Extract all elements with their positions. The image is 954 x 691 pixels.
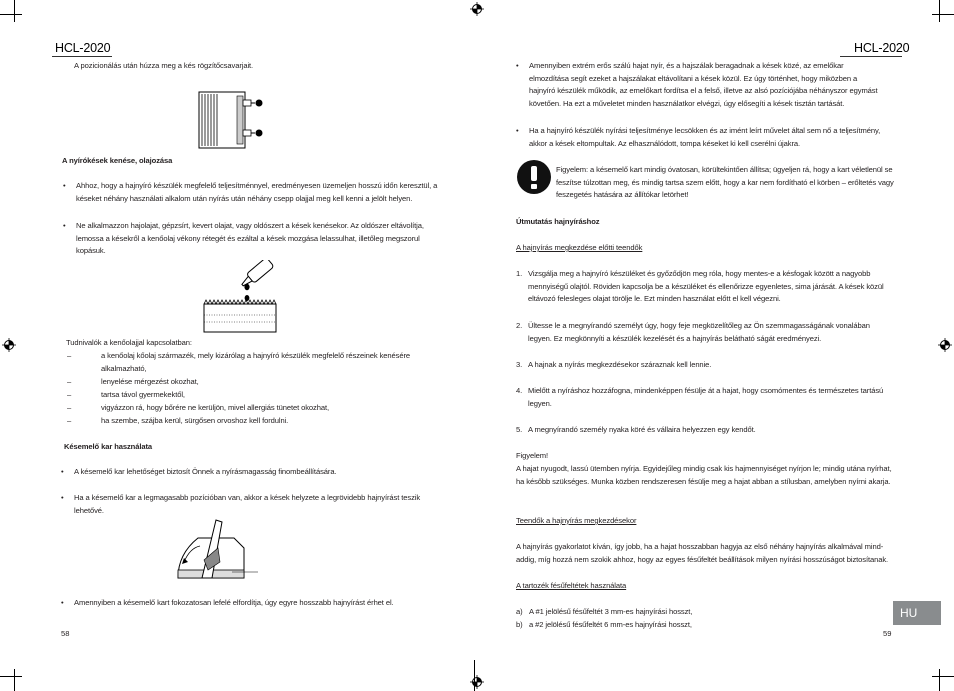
section-title-lubrication: A nyírókések kenése, olajozása [62, 156, 173, 165]
lubrication-bullet: • Ne alkalmazzon hajolajat, gépzsírt, kevert olajat, vagy oldószert a kések kenésekor. Az oldószer eltávolítja, lemossa a késekről a kenőolaj vékony rétegét és ezáltal a kések mozgása lelassulhat, illetőleg megszorul kopásuk. [76, 220, 436, 258]
lever-bullet: • A késemelő kar lehetőséget biztosít Önnek a nyírásmagasság finombeállítására. [74, 466, 444, 479]
crop-mark [932, 676, 954, 677]
blade-screw-figure [197, 90, 269, 150]
warning-text: Figyelem: a késemelő kart mindig óvatosan, körültekintően állítsa; ügyeljen rá, hogy a kart véletlenül se feszítse túlzottan meg, és mindig tartsa szem előtt, hogy a kar nem fordítható el körben – erőltetés vagy feszegetés hatására az állítókar letörhet! [556, 165, 894, 200]
oil-note-item [67, 402, 421, 415]
lubrication-bullet: • Ahhoz, hogy a hajnyíró készülék megfelelő teljesítménnyel, eredményesen üzemeljen hosszú időn keresztül, a késeket néhány használati alkalom után nyírás után néhány csepp olajjal meg kell kenni a jelölt helyen. [76, 180, 444, 205]
page-number: 59 [883, 629, 892, 638]
step-item [516, 424, 886, 437]
subsection-title-before: A hajnyírás megkezdése előtti teendők [516, 243, 643, 252]
oil-note-item [67, 376, 421, 389]
oil-note-item [67, 389, 421, 402]
step-item [516, 320, 886, 345]
step-item [516, 359, 886, 372]
intro-text: A pozicionálás után húzza meg a kés rögzítőcsavarjait. [74, 61, 254, 70]
lever-bullet: • Ha a késemelő kar a legmagasabb pozícióban van, akkor a kések helyzete a legrövidebb hajnyírást teszik lehetővé. [74, 492, 430, 517]
page-number: 58 [61, 629, 70, 638]
oil-bottle-figure [200, 260, 280, 334]
dash-marker: – [67, 351, 72, 360]
dash-marker: – [67, 390, 72, 399]
step-text: Vizsgálja meg a hajnyíró készüléket és győződjön meg róla, hogy mentes-e a késfogak között a nagyobb mennyiségű olajtól. Röviden kapcsolja be a készüléket és ellenőrizze egyenletes, sima járását. A kések közül eltávozó felesleges olajat törölje le. Ezt minden használat előtt el kell végezni. [528, 269, 884, 304]
step-text: A hajnak a nyírás megkezdésekor száraznak kell lennie. [528, 360, 712, 369]
crop-mark [0, 14, 22, 15]
crop-mark [932, 14, 954, 15]
comb-text: A #1 jelölésű fésűfeltét 3 mm-es hajnyírási hosszt, [529, 607, 693, 616]
lever-figure [172, 518, 264, 582]
header-rule [840, 56, 902, 57]
language-tab: HU [893, 601, 941, 625]
oil-note-text: lenyelése mérgezést okozhat, [101, 377, 199, 386]
oil-notes-heading: Tudnivalók a kenőolajjal kapcsolatban: [66, 338, 192, 347]
section-title-lever: Késemelő kar használata [64, 442, 153, 451]
oil-note-text: tartsa távol gyermekektől, [101, 390, 185, 399]
crop-mark [14, 669, 15, 691]
page-header: HCL-2020 [55, 41, 111, 55]
oil-note-text: vigyázzon rá, hogy bőrére ne kerüljön, mivel allergiás tünetet okozhat, [101, 403, 330, 412]
crop-mark [939, 669, 940, 691]
lever-bullet: • Amennyiben a késemelő kart fokozatosan lefelé elfordítja, úgy egyre hosszabb hajnyírást érhet el. [74, 597, 444, 610]
during-text: A hajnyírás gyakorlatot kíván, így jobb, ha a hajat hosszabban hagyja az első néhány hajnyírás alkalmával mind-addig, míg hozzá nem szokik ahhoz, hogy az egyes fésűfeltét beállítások milyen nyírási hosszúságot biztosítanak. [516, 542, 889, 564]
comb-marker: b) [516, 620, 523, 629]
registration-mark-icon [470, 675, 484, 689]
crop-mark [0, 676, 22, 677]
subsection-title-combs: A tartozék fésűfeltétek használata [516, 581, 627, 590]
oil-note-text: ha szembe, szájba kerül, sürgősen orvoshoz kell fordulni. [101, 416, 289, 425]
exclamation-warning-icon [517, 160, 551, 194]
oil-note-text: a kenőolaj kőolaj származék, mely kizárólag a hajnyíró készülék megfelelő részeinek kenésére alkalmazható, [101, 351, 411, 373]
step-text: Ültesse le a megnyírandó személyt úgy, hogy feje megközelítőleg az Ön szemmagasságának vonalában legyen. Ez megkönnyíti a készülék kezelését és a hajnyírás belátható ságát eredményezi. [528, 321, 870, 343]
comb-item [516, 606, 886, 619]
registration-mark-icon [2, 338, 16, 352]
step-number: 4. [516, 386, 523, 395]
dash-marker: – [67, 416, 72, 425]
step-item [516, 385, 886, 410]
dash-marker: – [67, 403, 72, 412]
attention-text: A hajat nyugodt, lassú ütemben nyírja. Egyidejűleg mindig csak kis hajmennyiséget nyírjon le; mindig utána nyírhat, ha később szükséges. Munka közben rendszeresen fésülje meg a hajat abban a stílusban, amelyben nyírni akarja. [516, 464, 892, 486]
section-title-guide: Útmutatás hajnyíráshoz [516, 217, 600, 226]
attention-heading: Figyelem! [516, 451, 549, 460]
dash-marker: – [67, 377, 72, 386]
step-number: 5. [516, 425, 523, 434]
crop-mark [14, 0, 15, 22]
crop-mark [939, 0, 940, 22]
comb-text: a #2 jelölésű fésűfeltét 6 mm-es hajnyírási hosszt, [529, 620, 692, 629]
page-header: HCL-2020 [854, 41, 910, 55]
step-text: Mielőtt a nyíráshoz hozzáfogna, mindenképpen fésülje át a hajat, hogy csomómentes és természetes tartású legyen. [528, 386, 884, 408]
registration-mark-icon [938, 338, 952, 352]
subsection-title-during: Teendők a hajnyírás megkezdésekor [516, 516, 637, 525]
oil-note-item [67, 415, 421, 428]
maintenance-bullet: • Amennyiben extrém erős szálú hajat nyír, és a hajszálak beragadnak a kések közé, az emelőkar elmozdítása segít ezeket a hajszálakat eltávolítani a kések közül. Ez úgy történhet, hogy miközben a hajnyíró készülék működik, az emelőkart fordítsa el a felső, illetve az alsó pozíciójába néhányszor egymást követően. Ha ezt a műveletet minden használatkor elvégzi, úgy elősegíti a kések tisztán tartását. [529, 60, 885, 110]
step-text: A megnyírandó személy nyaka köré és vállaira helyezzen egy kendőt. [528, 425, 756, 434]
comb-marker: a) [516, 607, 523, 616]
header-rule [52, 56, 112, 57]
step-item [516, 268, 886, 306]
step-number: 2. [516, 321, 523, 330]
registration-mark-icon [470, 2, 484, 16]
step-number: 1. [516, 269, 523, 278]
maintenance-bullet: • Ha a hajnyíró készülék nyírási teljesítménye lecsökken és az imént leírt művelet által sem nő a teljesítmény, akkor a kések eltompultak. Az elhasználódott, tompa késeket ki kell cserélni újakra. [529, 125, 885, 150]
comb-item [516, 619, 886, 632]
step-number: 3. [516, 360, 523, 369]
oil-note-item [67, 350, 421, 375]
